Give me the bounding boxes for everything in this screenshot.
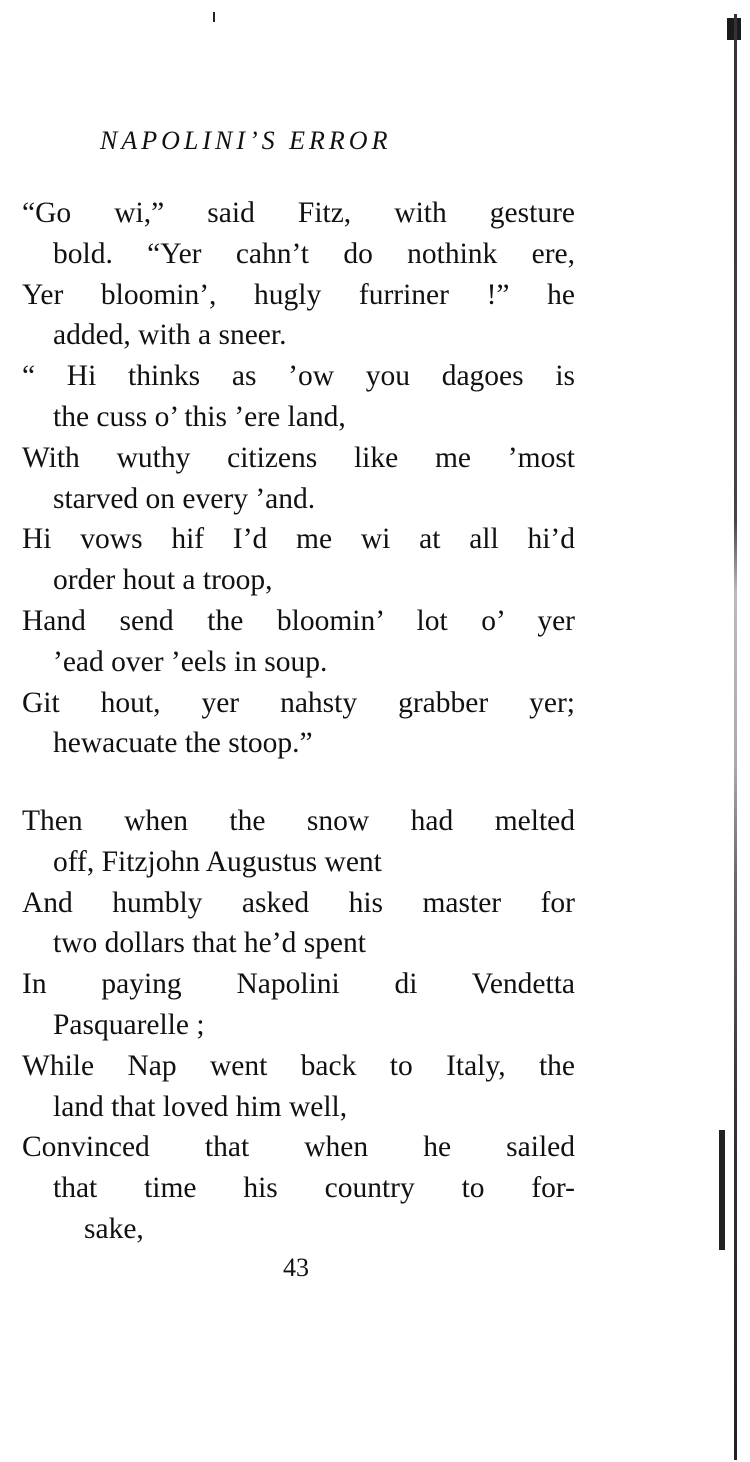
verse-line: While Nap went back to Italy, the [22, 1049, 575, 1082]
page-edge-line [734, 14, 737, 1460]
verse-line: With wuthy citizens like me ’most [22, 441, 575, 474]
verse-line: “ Hi thinks as ’ow you dagoes is [22, 360, 575, 393]
verse-line: bold. “Yer cahn’t do nothink ere, [53, 237, 575, 270]
stanza-2 [22, 801, 575, 1250]
running-head: NAPOLINI’S ERROR [100, 126, 392, 155]
verse-line: order hout a troop, [53, 564, 273, 597]
verse-line: hewacuate the stoop.” [53, 727, 313, 760]
verse-line: land that loved him well, [53, 1090, 348, 1123]
verse-line: Convinced that when he sailed [22, 1131, 575, 1164]
verse-line: Hi vows hif I’d me wi at all hi’d [22, 523, 575, 556]
verse-line: the cuss o’ this ’ere land, [53, 400, 346, 433]
verse-line: Git hout, yer nahsty grabber yer; [22, 686, 575, 719]
verse-line: Yer bloomin’, hugly furriner !” he [22, 278, 575, 311]
verse-line: And humbly asked his master for [22, 886, 575, 919]
verse-line: ’ead over ’eels in soup. [53, 645, 328, 678]
verse-line: two dollars that he’d spent [53, 927, 366, 960]
verse-line: sake, [84, 1212, 144, 1245]
stanza-1 [22, 193, 575, 764]
verse-line: Then when the snow had melted [22, 805, 575, 837]
verse-line: Hand send the bloomin’ lot o’ yer [22, 604, 575, 637]
page-number: 43 [283, 1253, 309, 1282]
verse-line: starved on every ’and. [53, 482, 316, 515]
verse-line: “Go wi,” said Fitz, with gesture [22, 197, 575, 229]
verse-line: In paying Napolini di Vendetta [22, 968, 575, 1001]
verse-line: that time his country to for- [53, 1172, 575, 1205]
verse-line: added, with a sneer. [53, 319, 287, 352]
print-speck [213, 12, 215, 22]
verse-line: off, Fitzjohn Augustus went [53, 845, 382, 878]
verse-line: Pasquarelle ; [53, 1008, 205, 1041]
page-edge-mark [719, 1130, 725, 1250]
